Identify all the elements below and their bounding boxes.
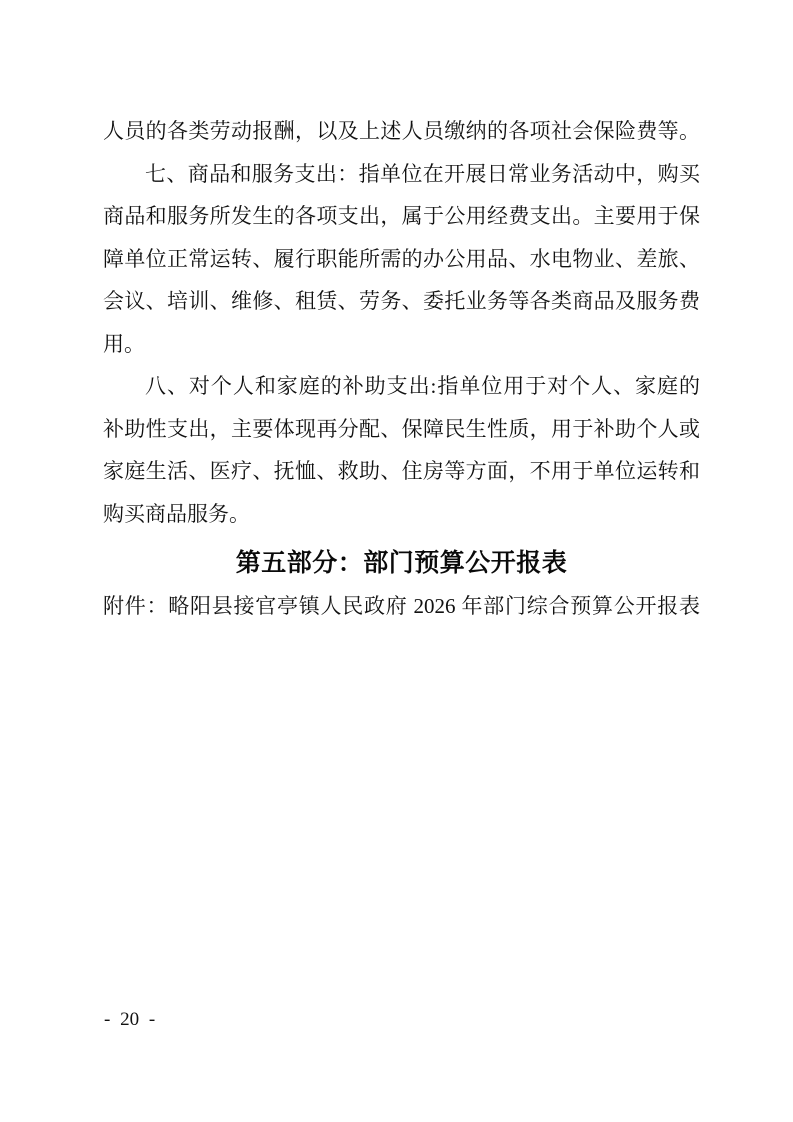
body-line: 家庭生活、医疗、抚恤、救助、住房等方面，不用于单位运转和 (103, 459, 700, 483)
body-line: 障单位正常运转、履行职能所需的办公用品、水电物业、差旅、 (103, 246, 700, 271)
body-line: 人员的各类劳动报酬，以及上述人员缴纳的各项社会保险费等。 (103, 119, 700, 143)
body-text (103, 110, 700, 535)
body-line: 补助性支出，主要体现再分配、保障民生性质，用于补助个人或 (103, 416, 700, 441)
body-line: 七、商品和服务支出：指单位在开展日常业务活动中，购买 (145, 161, 700, 186)
body-line: 八、对个人和家庭的补助支出:指单位用于对个人、家庭的 (145, 374, 700, 398)
body-line: 用。 (103, 331, 145, 356)
attachment-line: 附件：略阳县接官亭镇人民政府 2026 年部门综合预算公开报表 (103, 594, 700, 618)
body-line: 商品和服务所发生的各项支出，属于公用经费支出。主要用于保 (103, 204, 700, 228)
section-heading: 第五部分：部门预算公开报表 (235, 550, 568, 577)
body-line: 会议、培训、维修、租赁、劳务、委托业务等各类商品及服务费 (103, 289, 700, 313)
body-line: 购买商品服务。 (103, 501, 250, 526)
page-number: - 20 - (104, 1009, 156, 1030)
